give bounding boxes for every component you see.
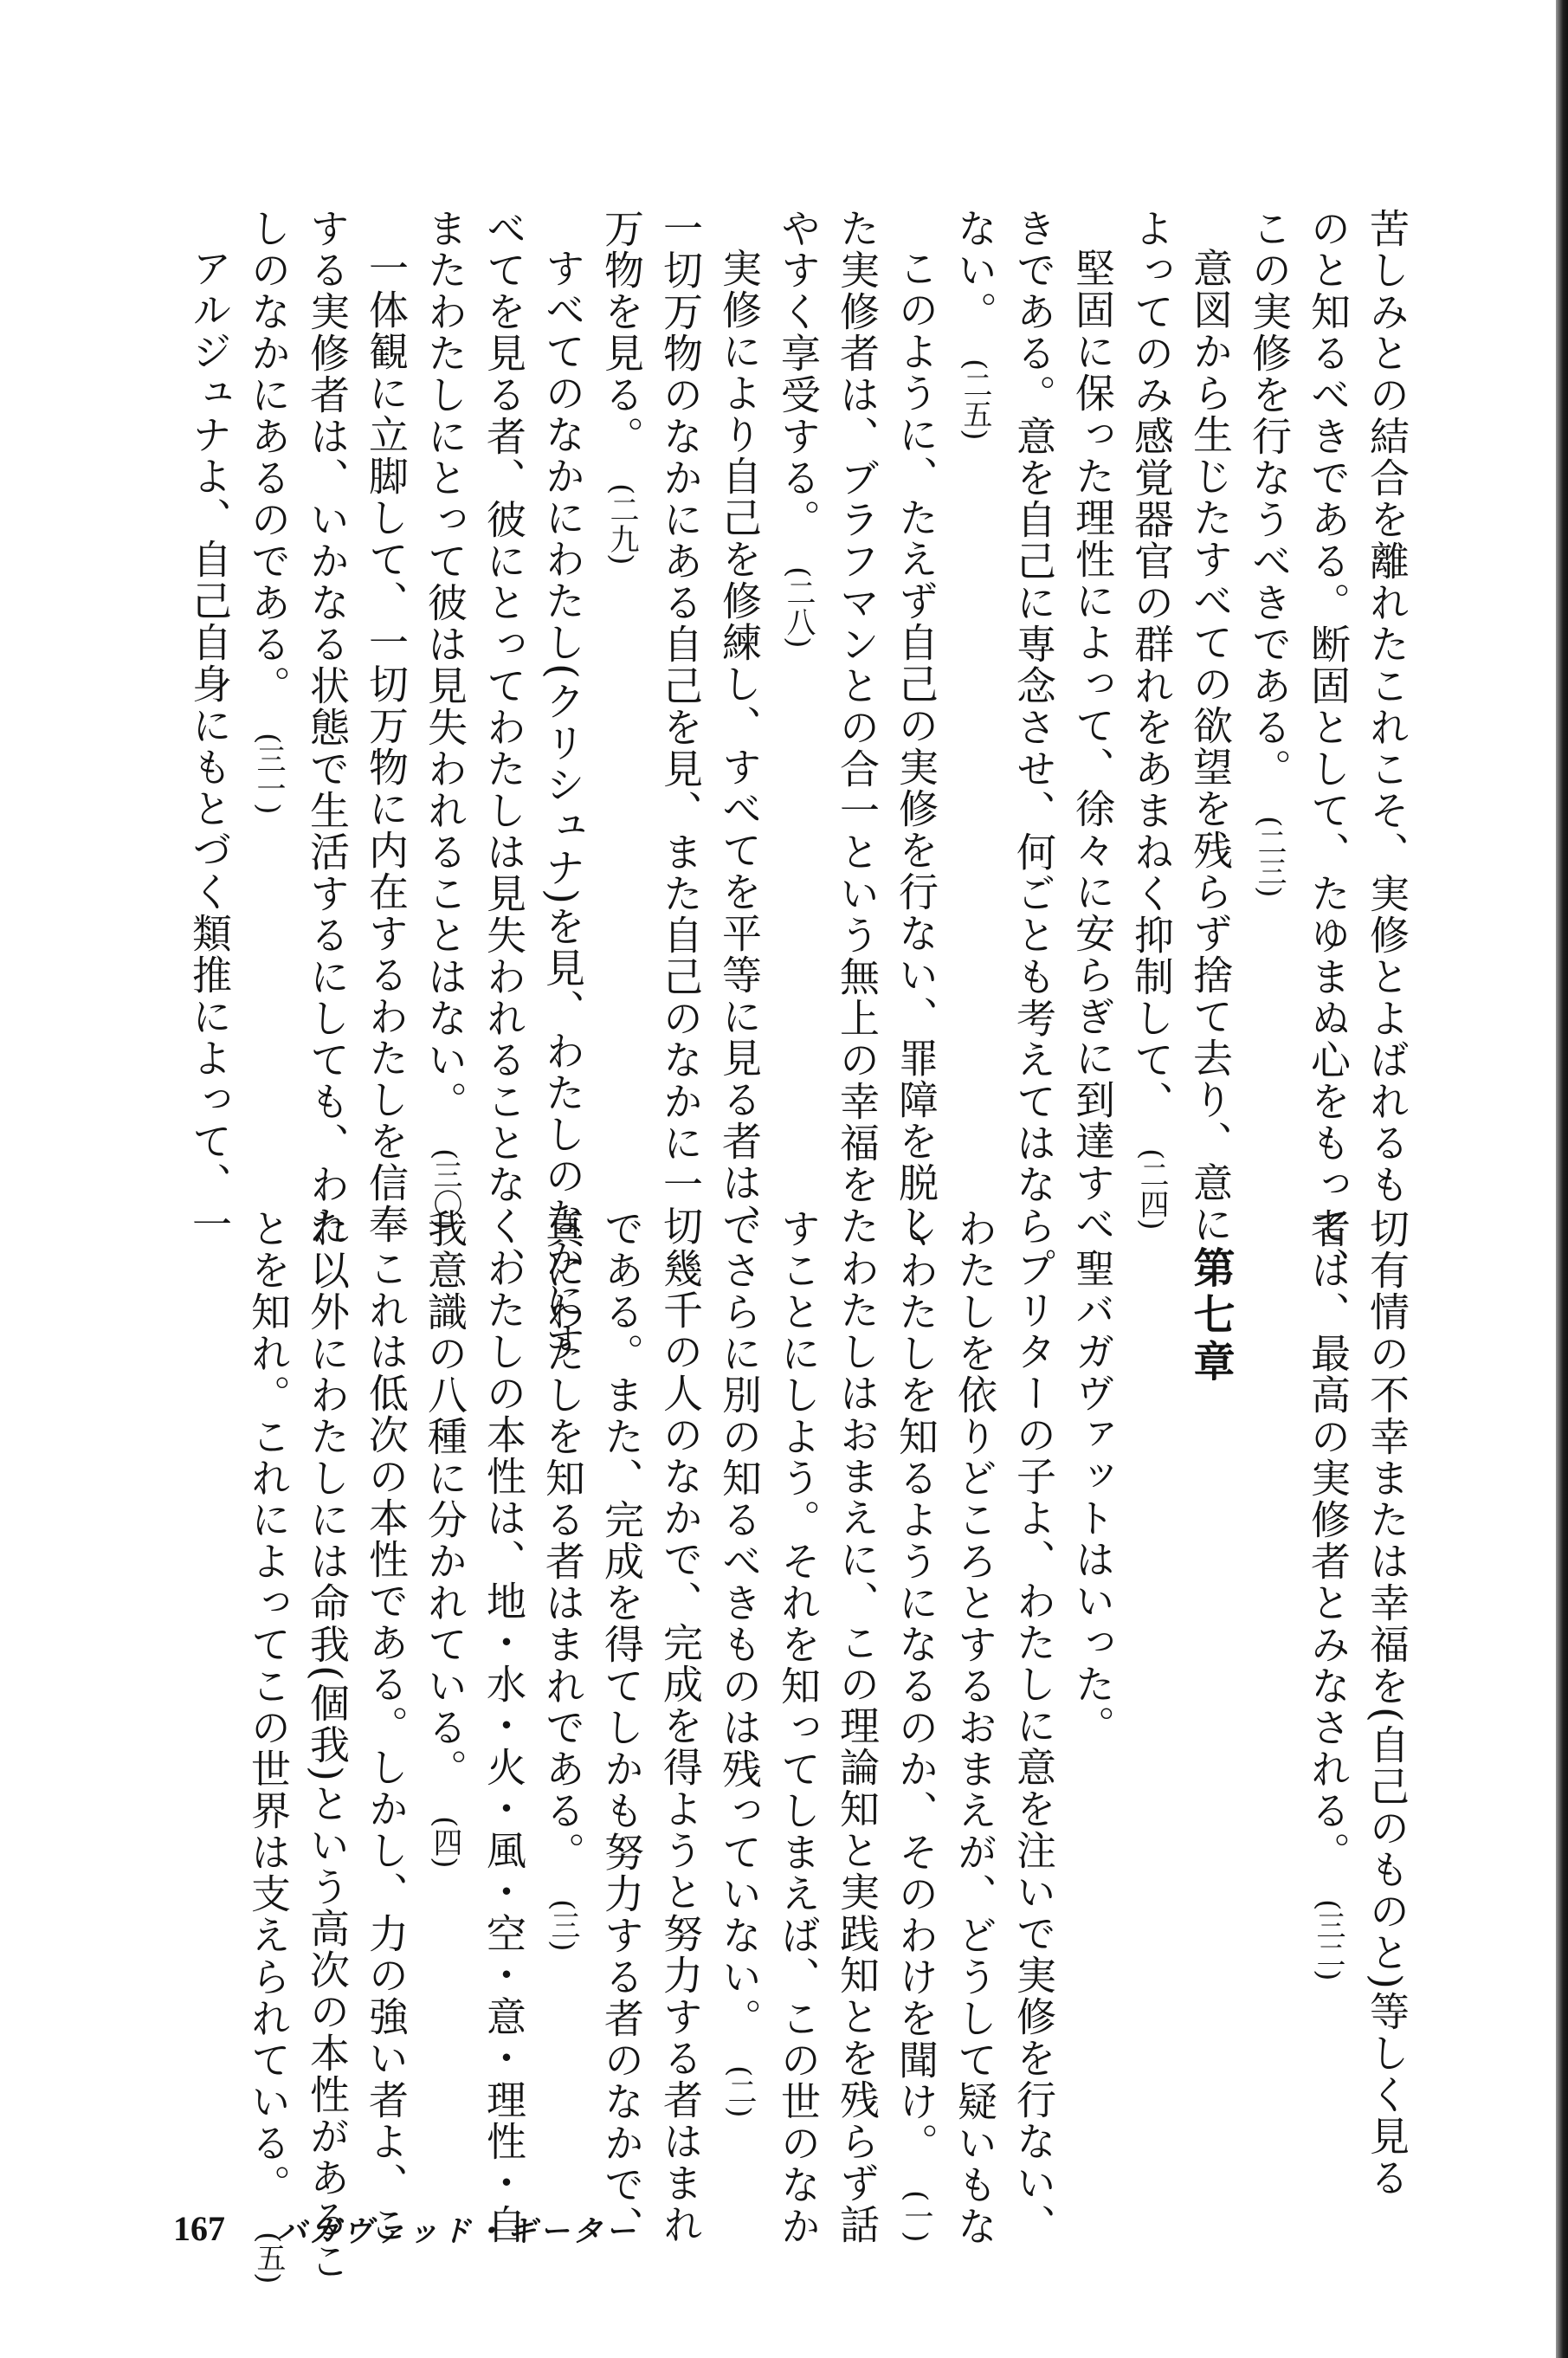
line-text: わたしを依りどころとするおまえが、どうして疑いもな bbox=[952, 1208, 998, 2247]
line-text: でさらに別の知るべきものは残っていない。 bbox=[716, 1208, 763, 2039]
line-text: 者は、最高の実修者とみなされる。 bbox=[1305, 1208, 1352, 1873]
page-edge-shadow bbox=[1556, 0, 1568, 2358]
line-text: アルジュナよ、自己自身にもとづく類推によって、一 bbox=[186, 248, 233, 1245]
line-text: ない。 bbox=[952, 208, 998, 333]
text-line bbox=[1299, 208, 1358, 1289]
text-line bbox=[474, 1208, 533, 2245]
text-line bbox=[357, 1208, 416, 2245]
line-text: 我意識の八種に分かれている。 bbox=[422, 1208, 468, 1790]
verse-number: (二五) bbox=[958, 359, 992, 441]
text-line bbox=[474, 208, 533, 1289]
line-text: 万物を見る。 bbox=[598, 208, 645, 457]
text-line bbox=[357, 208, 416, 1245]
line-text: きである。意を自己に専念させ、何ごとも考えてはなら bbox=[1010, 208, 1057, 1247]
text-line bbox=[298, 1208, 357, 2282]
line-text: わたしはおまえに、この理論知と実践知とを残らず話 bbox=[834, 1248, 881, 2245]
line-text: 一切万物のなかにある自己を見、また自己のなかに一切 bbox=[657, 208, 704, 1247]
line-text: た実修者は、ブラフマンとの合一という無上の幸福をた bbox=[834, 208, 881, 1247]
verse-number: (二九) bbox=[604, 483, 639, 565]
line-text: やすく享受する。 bbox=[775, 208, 822, 540]
text-line bbox=[769, 208, 828, 1169]
text-line bbox=[533, 1208, 592, 2169]
line-text: プリターの子よ、わたしに意を注いで実修を行ない、 bbox=[1010, 1248, 1057, 2245]
blank-line bbox=[1122, 1208, 1181, 2169]
text-line bbox=[533, 208, 592, 1363]
text-line bbox=[1122, 208, 1181, 1231]
text-line bbox=[592, 1208, 651, 2247]
line-text: わたしの本性は、地・水・火・風・空・意・理性・自 bbox=[481, 1248, 527, 2245]
text-line bbox=[239, 1208, 298, 2284]
line-text: 幾千の人のなかで、完成を得ようと努力する者はまれ bbox=[657, 1248, 704, 2245]
line-text: この実修を行なうべきである。 bbox=[1246, 208, 1293, 790]
line-text: れ以外にわたしには命我(個我)という高次の本性があるこ bbox=[304, 1208, 351, 2282]
line-text: 真にわたしを知る者はまれである。 bbox=[539, 1208, 586, 1873]
line-text: またわたしにとって彼は見失われることはない。 bbox=[422, 208, 468, 1122]
line-text: 意図から生じたすべての欲望を残らず捨て去り、意に bbox=[1187, 248, 1234, 1245]
line-text: 堅固に保った理性によって、徐々に安らぎに到達すべ bbox=[1069, 248, 1116, 1245]
text-line bbox=[239, 208, 298, 1169]
text-line bbox=[828, 208, 887, 1247]
text-line bbox=[651, 1208, 710, 2245]
blank-line bbox=[1240, 1208, 1299, 2169]
text-line bbox=[1004, 1208, 1063, 2245]
page-number: 167 bbox=[173, 2208, 225, 2248]
line-text: くわたしを知るようになるのか、そのわけを聞け。 bbox=[893, 1208, 939, 2164]
text-line bbox=[1063, 1208, 1122, 2169]
line-text: よってのみ感覚器官の群れをあまねく抑制して、 bbox=[1128, 208, 1175, 1122]
text-line bbox=[1299, 1208, 1358, 2169]
line-text: 切有情の不幸または幸福を(自己のものと)等しく見る bbox=[1364, 1208, 1410, 2199]
line-text: とを知れ。これによってこの世界は支えられている。 bbox=[245, 1208, 292, 2206]
text-line bbox=[1181, 208, 1240, 1245]
text-line bbox=[1358, 208, 1416, 1205]
line-text: のと知るべきである。断固として、たゆまぬ心をもって、 bbox=[1305, 208, 1352, 1289]
line-text: 聖バガヴァットはいった。 bbox=[1069, 1248, 1116, 1747]
text-line bbox=[298, 208, 357, 1247]
text-line bbox=[416, 208, 474, 1231]
running-title: バガヴァッド・ギーター bbox=[277, 2213, 639, 2249]
line-text: する実修者は、いかなる状態で生活するにしても、わた bbox=[304, 208, 351, 1247]
verse-number: (五) bbox=[251, 2232, 286, 2284]
text-line bbox=[945, 1208, 1004, 2247]
verse-number: (三) bbox=[545, 1899, 580, 1952]
text-line bbox=[710, 1208, 769, 2169]
text-line bbox=[180, 208, 239, 1245]
text-line bbox=[1063, 208, 1122, 1245]
text-line bbox=[1004, 208, 1063, 1247]
line-text: このように、たえず自己の実修を行ない、罪障を脱し bbox=[893, 248, 939, 1245]
text-line bbox=[1240, 208, 1299, 1169]
line-text: べてを見る者、彼にとってわたしは見失われることなく、 bbox=[481, 208, 527, 1289]
verse-number: (四) bbox=[428, 1816, 462, 1869]
text-line bbox=[651, 208, 710, 1247]
verse-number: (三二) bbox=[1311, 1899, 1345, 1981]
line-text: これは低次の本性である。しかし、力の強い者よ、こ bbox=[363, 1248, 410, 2245]
text-line bbox=[416, 1208, 474, 2169]
line-text: 一体観に立脚して、一切万物に内在するわたしを信奉 bbox=[363, 248, 410, 1245]
text-line bbox=[710, 208, 769, 1245]
text-line bbox=[887, 208, 945, 1245]
line-text: である。また、完成を得てしかも努力する者のなかで、 bbox=[598, 1208, 645, 2247]
page-footer bbox=[173, 2206, 639, 2250]
verse-number: (二) bbox=[722, 2065, 757, 2118]
line-text: 苦しみとの結合を離れたこれこそ、実修とよばれるも bbox=[1364, 208, 1410, 1205]
chapter-title: 第七章 bbox=[1186, 1246, 1235, 1386]
line-text: しのなかにあるのである。 bbox=[245, 208, 292, 707]
verse-number: (二八) bbox=[781, 566, 816, 649]
verse-number: (三〇) bbox=[428, 1148, 462, 1231]
text-line bbox=[769, 1208, 828, 2247]
line-text: 実修により自己を修練し、すべてを平等に見る者は、 bbox=[716, 248, 763, 1245]
line-text: すことにしよう。それを知ってしまえば、この世のなか bbox=[775, 1208, 822, 2247]
text-line bbox=[592, 208, 651, 1169]
verse-number: (三一) bbox=[251, 733, 286, 815]
verse-number: (二四) bbox=[1134, 1148, 1169, 1231]
text-line bbox=[1358, 1208, 1416, 2199]
verse-number: (二三) bbox=[1252, 816, 1287, 898]
line-text: すべてのなかにわたし(クリシュナ)を見、わたしのなかにす bbox=[539, 248, 586, 1363]
text-line bbox=[887, 1208, 945, 2243]
text-line bbox=[828, 1208, 887, 2245]
verse-number: (一) bbox=[899, 2190, 933, 2243]
text-line bbox=[945, 208, 1004, 1169]
